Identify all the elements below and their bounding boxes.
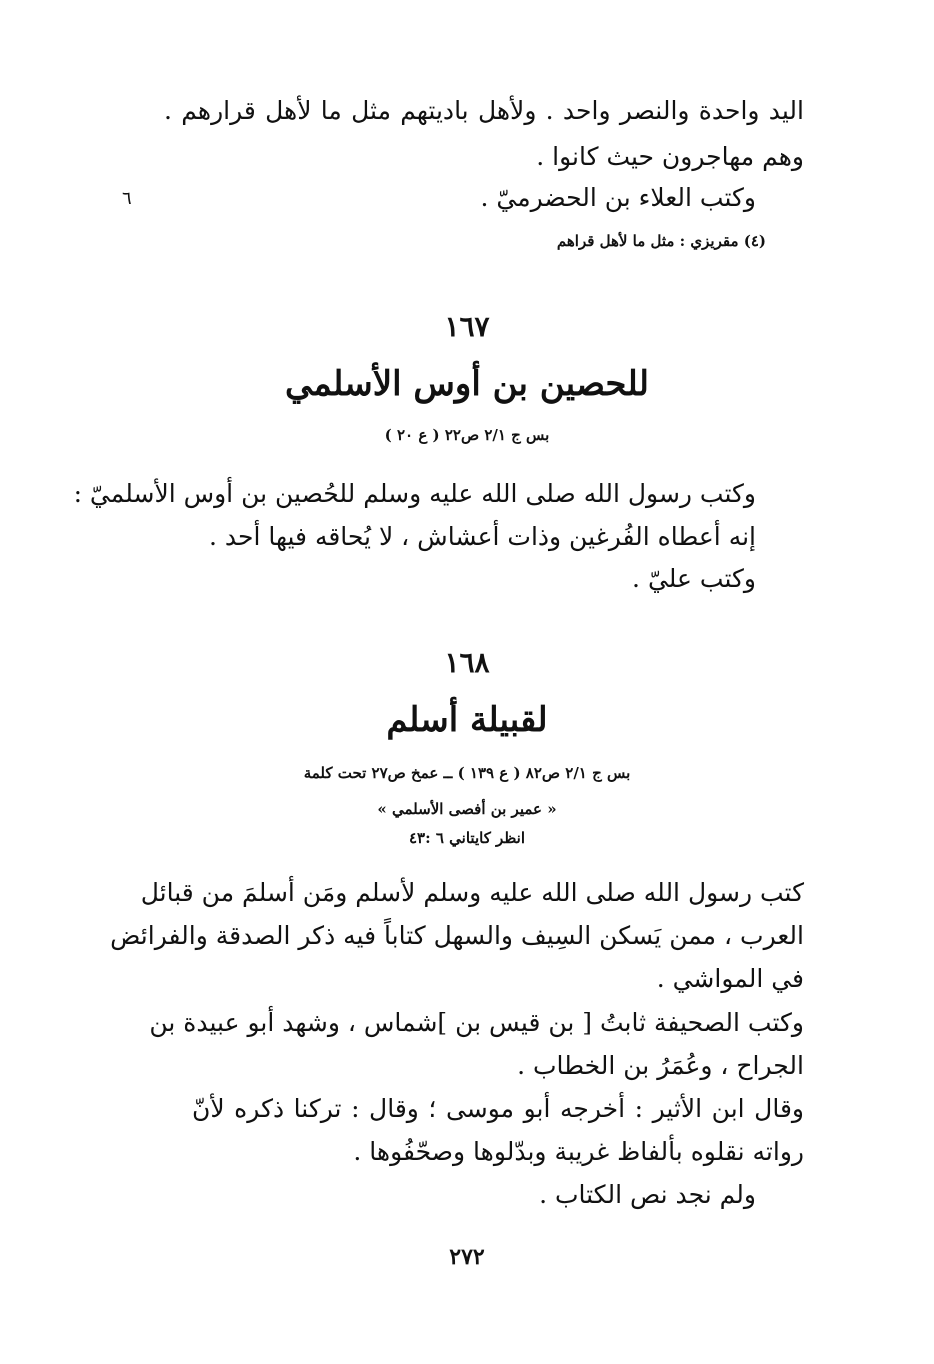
body-line: وكتب العلاء بن الحضرميّ . bbox=[480, 183, 756, 212]
body-line: رواته نقلوه بألفاظ غريبة وبدّلوها وصحّفُوها . bbox=[353, 1137, 804, 1166]
body-line: الجراح ، وعُمَرُ بن الخطاب . bbox=[517, 1051, 804, 1080]
source-reference: « عمير بن أفصى الأسلمي » bbox=[377, 800, 557, 818]
body-line: وكتب الصحيفة ثابتُ [ بن قيس بن ]شماس ، وشهد أبو عبيدة بن bbox=[149, 1008, 804, 1037]
section-title: للحصين بن أوس الأسلمي bbox=[285, 364, 649, 404]
page-number: ٢٧٢ bbox=[449, 1244, 485, 1270]
body-line: في المواشي . bbox=[656, 964, 804, 993]
body-line: وهم مهاجرون حيث كانوا . bbox=[536, 142, 804, 171]
body-line: اليد واحدة والنصر واحد . ولأهل باديتهم مثل ما لأهل قرارهم . bbox=[164, 96, 804, 125]
body-line: وقال ابن الأثير : أخرجه أبو موسى ؛ وقال : تركنا ذكره لأنّ bbox=[192, 1094, 804, 1123]
body-line: وكتب عليّ . bbox=[632, 564, 756, 593]
margin-line-number: ٦ bbox=[122, 188, 132, 209]
source-reference: بس ج ٢/١ ص٢٢ ( ع ٢٠ ) bbox=[384, 426, 550, 444]
source-reference: انظر كايتاني ٦ :٤٣ bbox=[409, 829, 525, 847]
body-line: العرب ، ممن يَسكن السِيف والسهل كتاباً فيه ذكر الصدقة والفرائض bbox=[110, 921, 804, 950]
section-title: لقبيلة أسلم bbox=[386, 700, 548, 740]
body-line: ولم نجد نص الكتاب . bbox=[539, 1180, 756, 1209]
section-number: ١٦٧ bbox=[444, 310, 490, 343]
footnote: (٤) مقريزي : مثل ما لأهل قراهم bbox=[556, 232, 766, 250]
section-number: ١٦٨ bbox=[444, 646, 490, 679]
body-line: إنه أعطاه الفُرغين وذات أعشاش ، لا يُحاقه فيها أحد . bbox=[209, 522, 756, 551]
body-line: وكتب رسول الله صلى الله عليه وسلم للحُصين بن أوس الأسلميّ : bbox=[73, 479, 756, 508]
source-reference: بس ج ٢/١ ص٨٢ ( ع ١٣٩ ) ــ عمخ ص٢٧ تحت كلمة bbox=[303, 764, 631, 782]
body-line: كتب رسول الله صلى الله عليه وسلم لأسلم ومَن أسلمَ من قبائل bbox=[140, 878, 804, 907]
